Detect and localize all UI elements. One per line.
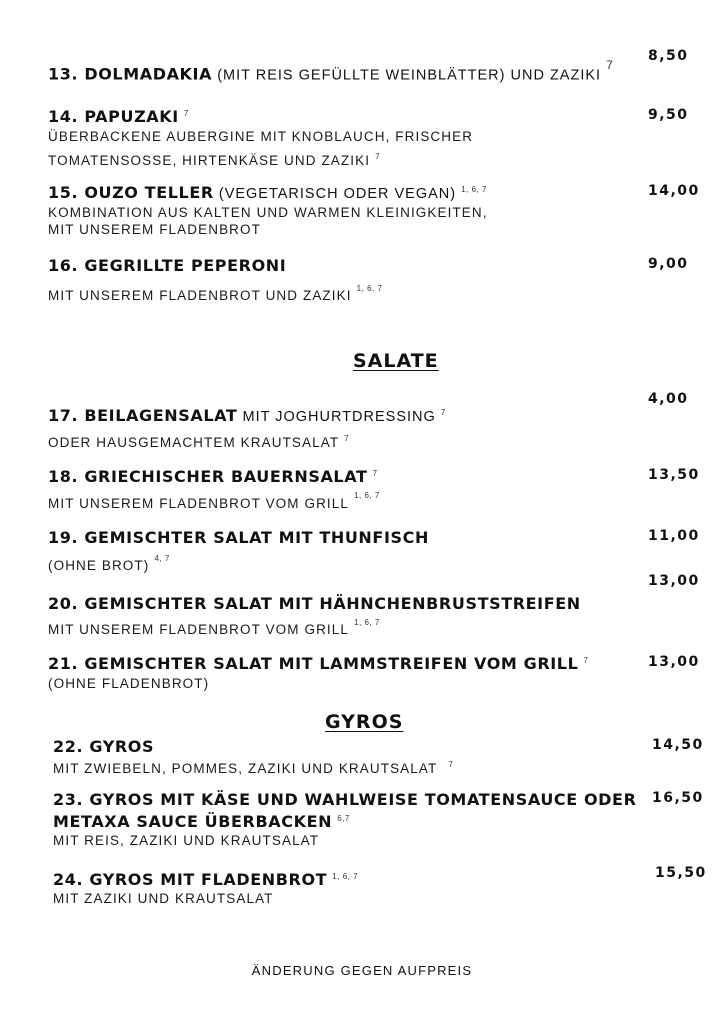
item-desc-20-wrap <box>48 619 380 638</box>
menu-item-14 <box>48 107 189 126</box>
allergen-note: 6,7 <box>337 813 350 823</box>
menu-item-20 <box>48 594 581 613</box>
item-title: 15. OUZO TELLER <box>48 183 214 202</box>
price-19: 11,00 <box>648 528 700 544</box>
price-22: 14,50 <box>652 737 704 753</box>
menu-item-23 <box>53 812 350 831</box>
price-20: 13,00 <box>648 573 700 589</box>
item-title: 19. GEMISCHTER SALAT MIT THUNFISCH <box>48 528 429 547</box>
item-inline-desc: MIT JOGHURTDRESSING <box>242 409 436 425</box>
menu-item-21 <box>48 654 588 673</box>
allergen-note: 1, 6, 7 <box>354 617 380 627</box>
allergen-note: 7 <box>606 58 614 72</box>
item-title: 22. GYROS <box>53 737 155 756</box>
item-desc-16-wrap <box>48 285 382 304</box>
allergen-note: 1, 6, 7 <box>354 490 380 500</box>
item-desc-17: ODER HAUSGEMACHTEM KRAUTSALAT <box>48 435 340 450</box>
item-desc-20: MIT UNSEREM FLADENBROT VOM GRILL <box>48 622 349 637</box>
item-desc-23: MIT REIS, ZAZIKI UND KRAUTSALAT <box>53 833 320 848</box>
price-16: 9,00 <box>648 256 689 272</box>
price-23: 16,50 <box>652 790 704 806</box>
price-13: 8,50 <box>648 48 689 64</box>
menu-item-16 <box>48 256 286 275</box>
item-desc-16: MIT UNSEREM FLADENBROT UND ZAZIKI <box>48 288 352 303</box>
menu-item-18 <box>48 467 378 486</box>
item-title: 18. GRIECHISCHER BAUERNSALAT <box>48 467 368 486</box>
allergen-note: 7 <box>372 468 378 478</box>
item-title-23-line2: METAXA SAUCE ÜBERBACKEN <box>53 812 333 831</box>
item-desc-15-line2: MIT UNSEREM FLADENBROT <box>48 222 261 237</box>
allergen-note: 7 <box>448 759 454 769</box>
price-14: 9,50 <box>648 107 689 123</box>
item-inline-desc: (MIT REIS GEFÜLLTE WEINBLÄTTER) UND ZAZIKI <box>217 67 602 84</box>
item-title: 16. GEGRILLTE PEPERONI <box>48 256 287 275</box>
item-title-23-line1: 23. GYROS MIT KÄSE UND WAHLWEISE TOMATENSAUCE ODER <box>53 790 637 809</box>
item-title: 17. BEILAGENSALAT <box>48 406 238 425</box>
price-21: 13,00 <box>648 654 700 670</box>
allergen-note: 1, 6, 7 <box>332 871 359 881</box>
allergen-note: 1, 6, 7 <box>356 283 383 293</box>
menu-item-15 <box>48 183 487 202</box>
section-heading-gyros: GYROS <box>325 711 404 733</box>
menu-item-24 <box>53 870 358 889</box>
item-desc-15-line1: KOMBINATION AUS KALTEN UND WARMEN KLEINIGKEITEN, <box>48 205 488 220</box>
item-title: 20. GEMISCHTER SALAT MIT HÄHNCHENBRUSTSTREIFEN <box>48 594 581 613</box>
item-desc-19-wrap <box>48 555 170 574</box>
item-desc-22-wrap <box>53 758 453 777</box>
allergen-note: 4, 7 <box>154 553 170 563</box>
item-title: 14. PAPUZAKI <box>48 107 179 126</box>
allergen-note: 7 <box>440 407 446 417</box>
menu-item-19 <box>48 528 429 547</box>
menu-item-17 <box>48 406 446 425</box>
footer-note: ÄNDERUNG GEGEN AUFPREIS <box>251 963 473 978</box>
item-title: 21. GEMISCHTER SALAT MIT LAMMSTREIFEN VOM GRILL <box>48 654 579 673</box>
item-desc-14-line1: ÜBERBACKENE AUBERGINE MIT KNOBLAUCH, FRISCHER <box>48 129 474 144</box>
item-desc-21: (OHNE FLADENBROT) <box>48 676 210 691</box>
section-heading-salate: SALATE <box>353 350 439 372</box>
item-desc-14-line2: TOMATENSOSSE, HIRTENKÄSE UND ZAZIKI <box>48 153 371 168</box>
item-desc-19: (OHNE BROT) <box>48 558 150 573</box>
item-desc-17-wrap <box>48 432 349 451</box>
item-desc-24: MIT ZAZIKI UND KRAUTSALAT <box>53 891 274 906</box>
item-desc-18: MIT UNSEREM FLADENBROT VOM GRILL <box>48 496 349 511</box>
allergen-note: 7 <box>583 655 589 665</box>
item-title: 13. DOLMADAKIA <box>48 64 213 84</box>
price-18: 13,50 <box>648 467 700 483</box>
item-title: 24. GYROS MIT FLADENBROT <box>53 870 328 889</box>
menu-item-13 <box>48 58 614 84</box>
item-desc-14-line2-wrap <box>48 150 380 169</box>
price-15: 14,00 <box>648 183 700 199</box>
allergen-note: 1, 6, 7 <box>461 184 487 194</box>
allergen-note: 7 <box>375 151 381 161</box>
allergen-note: 7 <box>183 108 189 118</box>
item-desc-22: MIT ZWIEBELN, POMMES, ZAZIKI UND KRAUTSALAT <box>53 761 438 776</box>
price-17: 4,00 <box>648 391 689 407</box>
menu-item-22 <box>53 737 154 756</box>
item-inline-desc: (VEGETARISCH ODER VEGAN) <box>218 186 457 202</box>
item-desc-18-wrap <box>48 490 380 512</box>
price-24: 15,50 <box>655 865 707 881</box>
allergen-note: 7 <box>344 433 350 443</box>
